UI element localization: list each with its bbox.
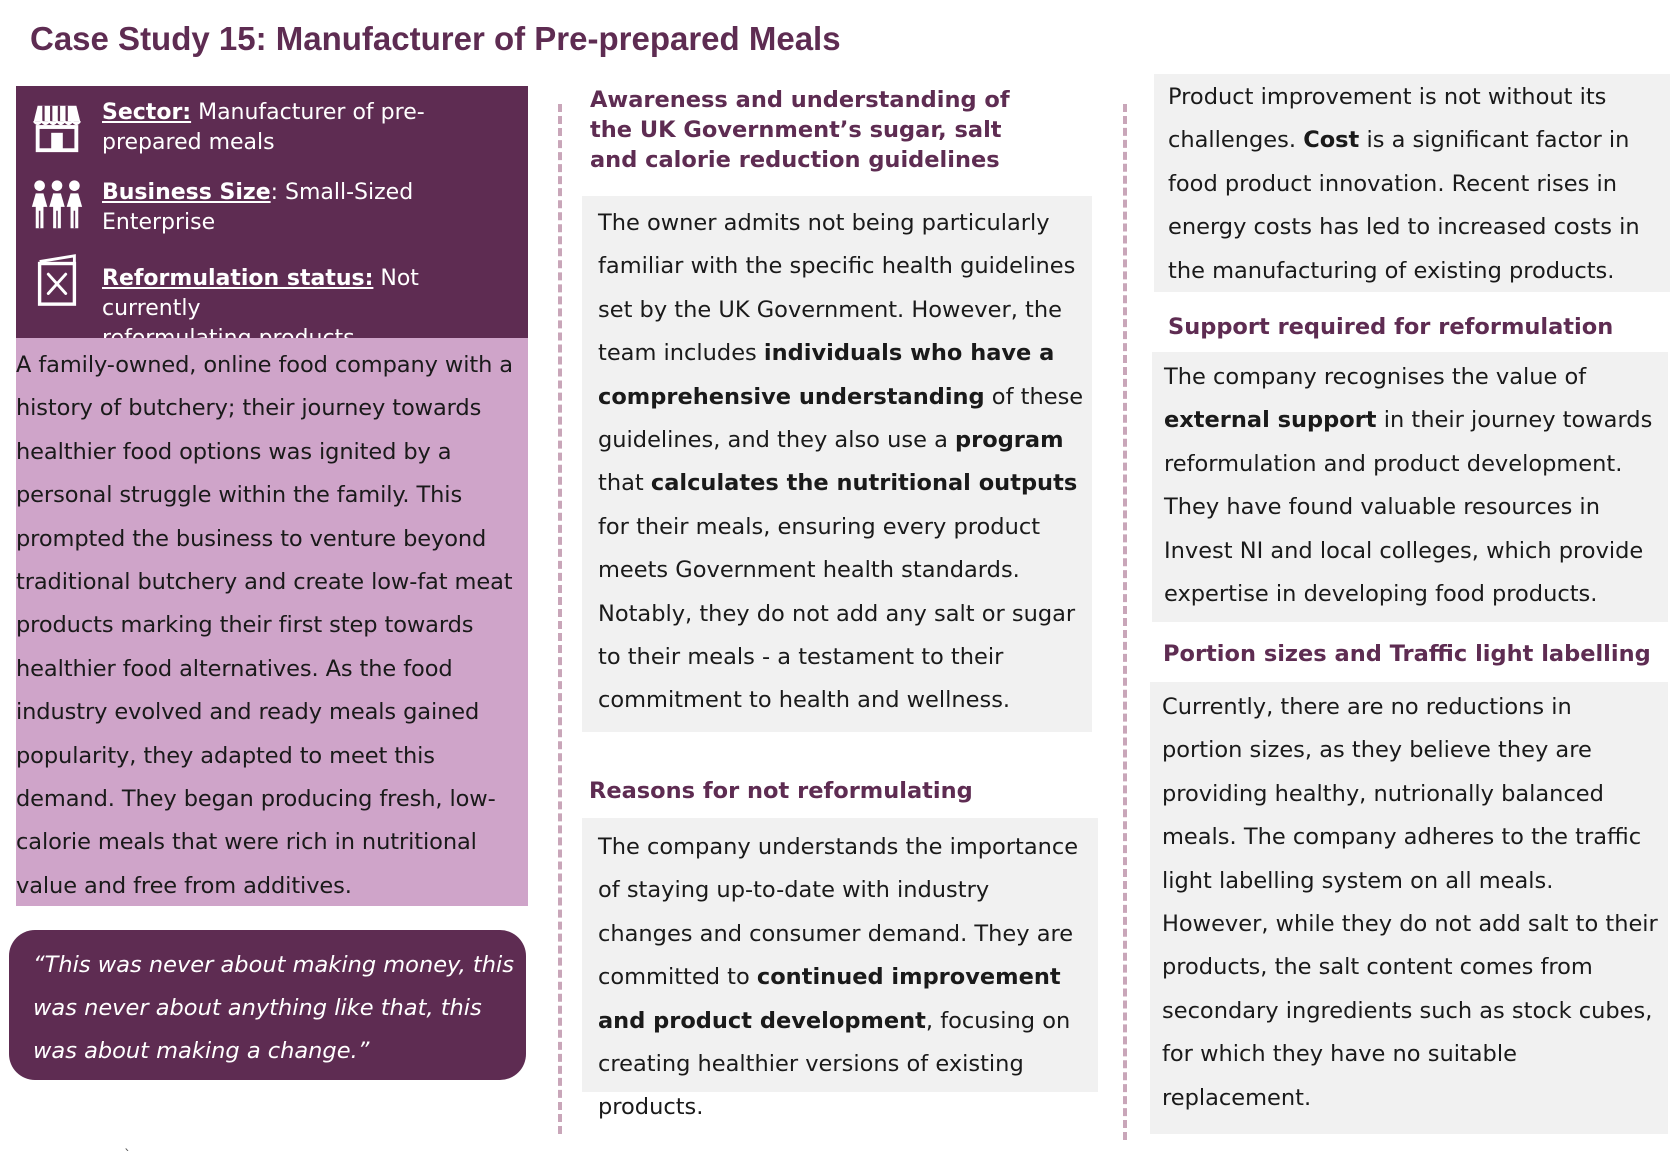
size-value: : Small-Sized xyxy=(270,180,414,205)
awareness-box xyxy=(582,196,1092,732)
status-label: Reformulation status: xyxy=(102,266,374,291)
reasons-box xyxy=(582,818,1098,1121)
sector-value: Manufacturer of pre- xyxy=(191,100,425,125)
size-value-cont: Enterprise xyxy=(102,210,216,235)
people-icon xyxy=(28,176,86,234)
quote-text: “This was never about making money, this was never about anything like that, this was about making a change.” xyxy=(33,952,514,1064)
shop-icon xyxy=(28,98,86,156)
profile-box xyxy=(16,86,528,338)
awareness-bold-3: calculates the nutritional outputs xyxy=(650,470,1078,497)
size-label: Business Size xyxy=(102,180,271,205)
description-text: A family-owned, online food company with a history of butchery; their journey towards healthier food options was ignited by a personal struggle within the family. This prompted the business to venture beyond traditional butchery and create low-fat meat products marking their first step towards healthier food alternatives. As the food industry evolved and ready meals gained popularity, they adapted to meet this demand. They began producing fresh, low-calorie meals that were rich in nutritional value and free from additives. xyxy=(16,352,513,899)
stray-mark: ` xyxy=(124,1148,131,1164)
challenges-text: Product improvement is not without its challenges. Cost is a significant factor in food product innovation. Recent rises in energy costs has led to increased costs in the manufacturing of existing products. xyxy=(1168,84,1640,284)
support-box xyxy=(1152,352,1668,622)
reasons-text: The company understands the importance of staying up-to-date with industry changes and consumer demand. They are committed to continued improvement and product development, focusing on creating healthier versions of existing products. xyxy=(598,834,1079,1121)
support-text: The company recognises the value of external support in their journey towards reformulation and product development. They have found valuable resources in Invest NI and local colleges, which provide expertise in developing food products. xyxy=(1164,364,1653,608)
challenges-bold-1: Cost xyxy=(1303,127,1360,154)
portion-box xyxy=(1150,682,1668,1134)
awareness-heading: Awareness and understanding of the UK Government’s sugar, salt and calorie reduction guidelines xyxy=(590,87,1010,173)
size-text xyxy=(102,178,512,238)
reasons-heading: Reasons for not reformulating xyxy=(589,778,973,804)
menu-book-icon xyxy=(28,250,86,308)
column-separator-left xyxy=(558,104,562,1134)
portion-text: Currently, there are no reductions in portion sizes, as they believe they are providing healthy, nutrionally balanced meals. The company adheres to the traffic light labelling system on all meals. However, while they do not add salt to their products, the salt content comes from secondary ingredients such as stock cubes, for which they have no suitable replacement. xyxy=(1162,694,1658,1111)
status-value: Not currently xyxy=(102,266,419,321)
awareness-bold-1: individuals who have a comprehensive understanding xyxy=(598,340,1055,410)
challenges-box xyxy=(1154,74,1670,292)
portion-heading: Portion sizes and Traffic light labelling xyxy=(1163,641,1651,667)
support-heading: Support required for reformulation xyxy=(1168,314,1614,340)
sector-text xyxy=(102,98,512,158)
awareness-text: The owner admits not being particularly familiar with the specific health guidelines set by the UK Government. However, the team includes individuals who have a comprehensive understanding of these guidelines, and they also use a program that calculates the nutritional outputs for their meals, ensuring every product meets Government health standards. Notably, they do not add any salt or sugar to their meals - a testament to their commitment to health and wellness. xyxy=(598,210,1084,714)
description-box xyxy=(16,338,528,906)
sector-value-cont: prepared meals xyxy=(102,130,275,155)
support-bold-1: external support xyxy=(1164,407,1377,434)
awareness-bold-2: program xyxy=(955,427,1064,454)
sector-label: Sector: xyxy=(102,100,192,125)
column-separator-right xyxy=(1123,104,1127,1140)
page-title: Case Study 15: Manufacturer of Pre-prepared Meals xyxy=(30,20,841,57)
quote-box xyxy=(9,930,526,1080)
reasons-bold-1: continued improvement and product development xyxy=(598,964,1061,1034)
